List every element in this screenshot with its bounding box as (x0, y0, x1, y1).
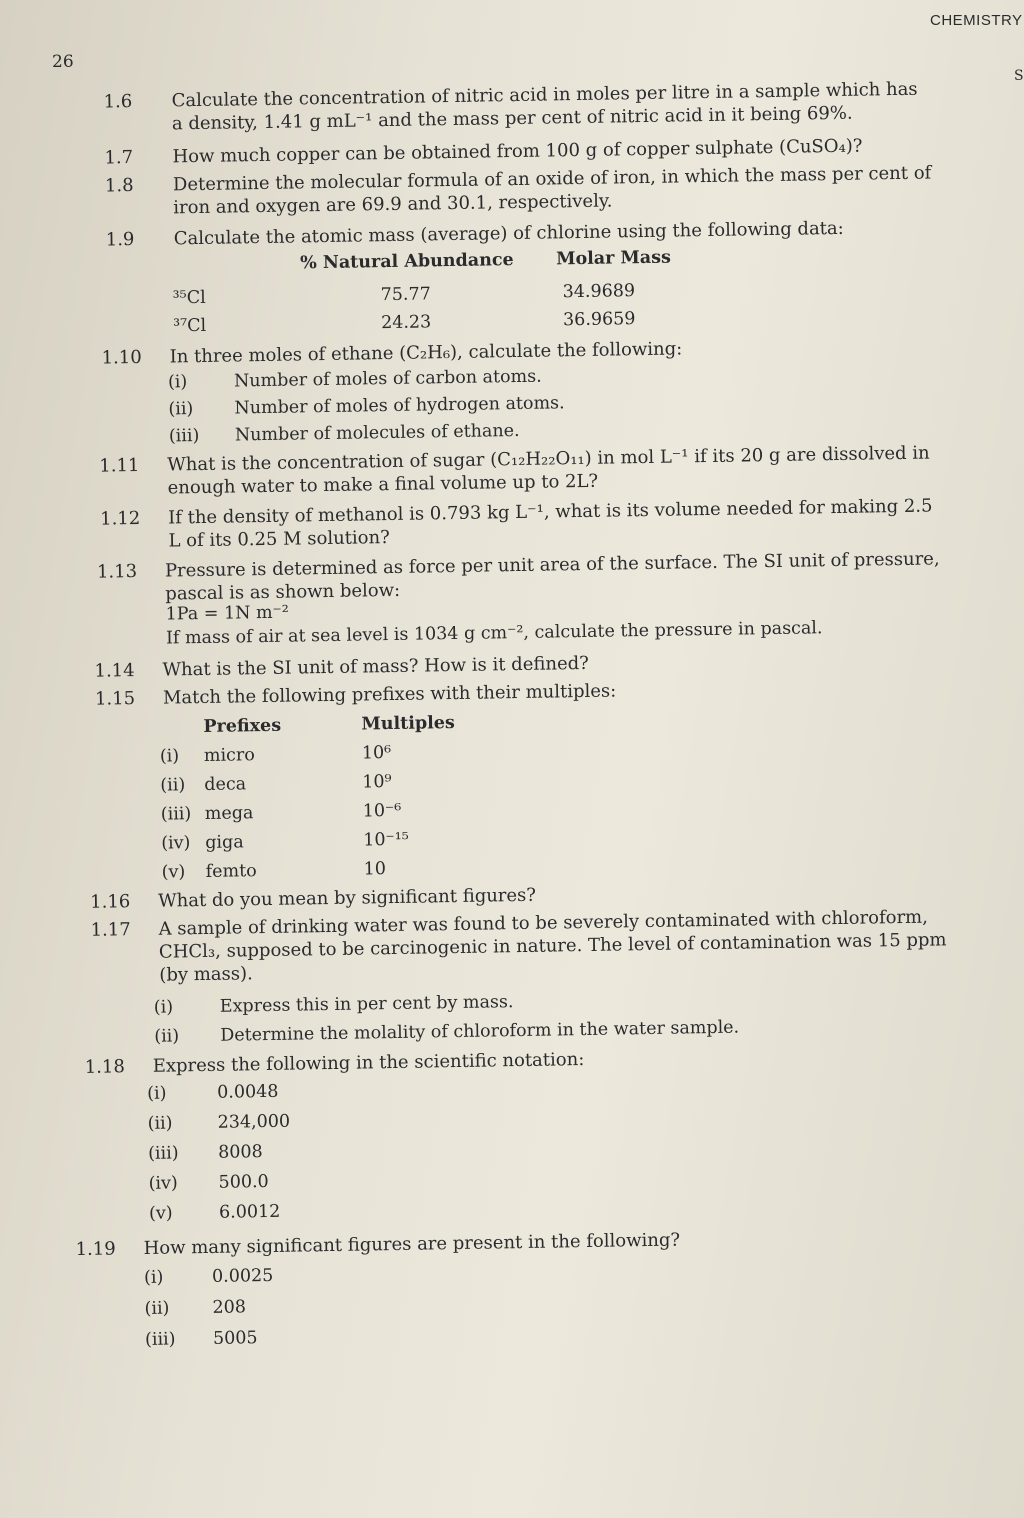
item-text: Number of moles of hydrogen atoms. (234, 393, 565, 419)
question-text: What is the concentration of sugar (C₁₂H₂₂O₁₁) in mol L⁻¹ if its 20 g are dissolved in enough water to make a final volume up to 2L? (167, 442, 930, 499)
question-text: Express the following in the scientific notation: (152, 1049, 585, 1077)
question-text: If the density of methanol is 0.793 kg L⁻¹, what is its volume needed for making 2.5 L of its 0.25 M solution? (167, 495, 933, 552)
question-text: What is the SI unit of mass? How is it defined? (162, 652, 589, 681)
list-item (149, 1198, 549, 1228)
question-text: A sample of drinking water was found to be severely contaminated with chloroform, CHCl₃, supposed to be carcinogenic in nature. The level of contamination was 15 ppm (by mass). (158, 906, 947, 986)
isotope-row (173, 307, 773, 340)
page-number: 26 (52, 52, 74, 72)
question-number: 1.8 (104, 175, 134, 197)
pascal-formula: 1Pa = 1N m⁻² (165, 602, 290, 625)
isotope: ³⁵Cl (172, 287, 206, 309)
prefix: femto (205, 861, 257, 882)
item-label: (i) (147, 1083, 167, 1104)
prefix: deca (204, 774, 247, 795)
multiple: 10⁹ (362, 772, 392, 793)
row-label: (iv) (161, 833, 191, 854)
item-label: (ii) (154, 1026, 180, 1047)
item-text: 5005 (212, 1328, 258, 1349)
question-text: Pressure is determined as force per unit area of the surface. The SI unit of pressure, pascal is as shown below: (164, 548, 940, 605)
item-label: (i) (153, 997, 174, 1018)
question-number: 1.12 (99, 507, 141, 530)
abundance: 24.23 (380, 312, 432, 334)
row-label: (v) (161, 862, 186, 883)
table-row (160, 769, 560, 799)
item-text: 500.0 (218, 1172, 269, 1193)
table-row (162, 856, 562, 886)
question-text-continued: If mass of air at sea level is 1034 g cm⁻², calculate the pressure in pascal. (165, 618, 823, 649)
question-number: 1.7 (104, 147, 134, 169)
question-number: 1.14 (94, 660, 135, 682)
row-label: (iii) (160, 804, 192, 825)
list-item (147, 1078, 547, 1108)
prefix: giga (205, 832, 244, 853)
item-text: Determine the molality of chloroform in the water sample. (220, 1017, 740, 1046)
edge-character: S (1014, 68, 1024, 84)
table-row (160, 740, 560, 770)
item-label: (iii) (147, 1143, 179, 1164)
question-text: Calculate the concentration of nitric acid in moles per litre in a sample which has a density, 1.41 g mL⁻¹ and the mass per cent of nitric acid in it being 69%. (171, 78, 918, 135)
item-text: 0.0025 (211, 1265, 274, 1287)
question-text: Determine the molecular formula of an oxide of iron, in which the mass per cent of iron and oxygen are 69.9 and 30.1, respectively. (172, 162, 932, 219)
list-item (145, 1324, 545, 1354)
question-text: How many significant figures are present in the following? (143, 1229, 681, 1259)
prefix: micro (203, 745, 255, 766)
item-label: (v) (148, 1203, 173, 1224)
row-label: (ii) (160, 775, 186, 796)
item-text: Number of moles of carbon atoms. (233, 366, 542, 392)
table-row (161, 827, 561, 857)
item-text: 234,000 (217, 1111, 291, 1133)
list-item (148, 1138, 548, 1168)
molar-mass: 34.9689 (562, 281, 636, 303)
question-text: Calculate the atomic mass (average) of chlorine using the following data: (173, 217, 844, 250)
question-number: 1.6 (103, 91, 133, 113)
item-label: (iv) (148, 1173, 178, 1194)
list-item (144, 1262, 544, 1292)
item-text: 0.0048 (217, 1081, 279, 1103)
row-label: (i) (159, 746, 180, 767)
question-number: 1.10 (101, 346, 142, 369)
question-number: 1.15 (94, 688, 136, 710)
question-number: 1.18 (84, 1056, 126, 1078)
prefix: mega (204, 803, 254, 824)
multiple: 10 (363, 859, 387, 880)
item-label: (ii) (147, 1113, 173, 1134)
question-number: 1.17 (90, 919, 131, 941)
multiples-header: Multiples (361, 713, 455, 735)
item-text: 208 (212, 1297, 247, 1318)
item-text: Number of molecules of ethane. (234, 420, 520, 446)
multiple: 10⁻¹⁵ (363, 829, 409, 851)
question-number: 1.16 (90, 891, 131, 913)
item-label: (iii) (144, 1329, 176, 1350)
item-text: 6.0012 (218, 1201, 281, 1223)
list-item (148, 1168, 548, 1198)
question-number: 1.9 (105, 228, 135, 251)
item-label: (ii) (168, 399, 194, 420)
item-label: (i) (167, 372, 188, 393)
list-item (144, 1293, 544, 1323)
item-text: 8008 (217, 1142, 263, 1163)
prefixes-header: Prefixes (203, 715, 282, 737)
molar-mass-header: Molar Mass (555, 247, 672, 270)
question-number: 1.19 (75, 1238, 116, 1261)
question-number: 1.13 (96, 560, 138, 583)
item-label: (i) (143, 1267, 164, 1288)
multiple: 10⁻⁶ (362, 800, 402, 822)
question-text: In three moles of ethane (C₂H₆), calculate the following: (169, 338, 683, 368)
question-text: What do you mean by significant figures? (158, 884, 537, 912)
table-row (161, 798, 561, 828)
question-text: Match the following prefixes with their multiples: (162, 680, 617, 709)
list-item (148, 1108, 548, 1138)
molar-mass: 36.9659 (562, 309, 636, 331)
question-number: 1.11 (99, 454, 140, 477)
multiple: 10⁶ (361, 743, 392, 764)
isotope: ³⁷Cl (172, 315, 207, 337)
item-label: (ii) (144, 1298, 170, 1319)
item-text: Express this in per cent by mass. (219, 992, 514, 1017)
question-text: How much copper can be obtained from 100 g of copper sulphate (CuSO₄)? (172, 135, 863, 168)
item-label: (iii) (168, 425, 200, 447)
abundance-header: % Natural Abundance (300, 250, 514, 274)
abundance: 75.77 (380, 284, 431, 306)
running-header: CHEMISTRY (930, 12, 1023, 29)
